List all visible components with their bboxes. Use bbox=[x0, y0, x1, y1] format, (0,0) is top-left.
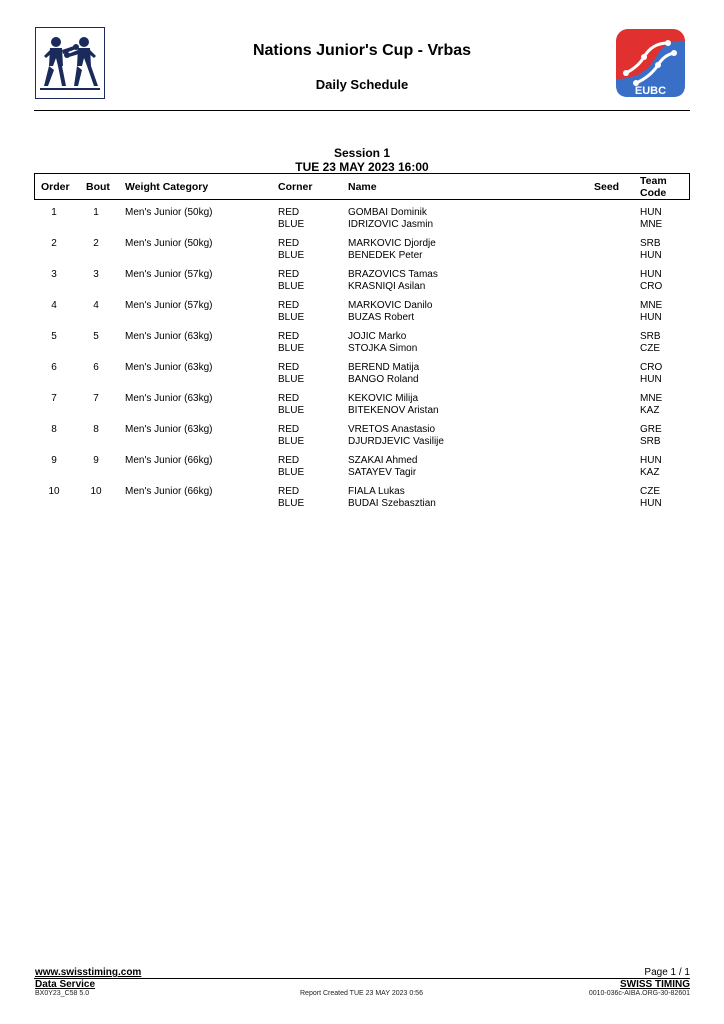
blue-boxer-name: BUDAI Szebasztian bbox=[348, 498, 436, 509]
bout-number: 1 bbox=[93, 207, 99, 218]
weight-category: Men's Junior (63kg) bbox=[125, 362, 213, 373]
blue-team-code: KAZ bbox=[640, 467, 660, 478]
red-corner-label: RED bbox=[278, 393, 300, 404]
col-weight: Weight Category bbox=[125, 181, 209, 193]
blue-boxer-name: DJURDJEVIC Vasilije bbox=[348, 436, 444, 447]
bout-number: 2 bbox=[93, 238, 99, 249]
blue-boxer-name: BENEDEK Peter bbox=[348, 250, 423, 261]
red-boxer-name: BEREND Matija bbox=[348, 362, 420, 373]
red-boxer-name: MARKOVIC Danilo bbox=[348, 300, 433, 311]
red-boxer-name: BRAZOVICS Tamas bbox=[348, 269, 438, 280]
weight-category: Men's Junior (66kg) bbox=[125, 486, 213, 497]
weight-category: Men's Junior (50kg) bbox=[125, 238, 213, 249]
bout-order: 1 bbox=[51, 207, 57, 218]
blue-corner-label: BLUE bbox=[278, 281, 305, 292]
red-corner-label: RED bbox=[278, 486, 300, 497]
col-team-line2: Code bbox=[640, 187, 667, 199]
red-boxer-name: SZAKAI Ahmed bbox=[348, 455, 418, 466]
footer-website[interactable]: www.swisstiming.com bbox=[35, 967, 142, 978]
red-boxer-name: GOMBAI Dominik bbox=[348, 207, 427, 218]
red-boxer-name: JOJIC Marko bbox=[348, 331, 407, 342]
red-corner-label: RED bbox=[278, 362, 300, 373]
red-team-code: MNE bbox=[640, 393, 663, 404]
weight-category: Men's Junior (57kg) bbox=[125, 269, 213, 280]
red-corner-label: RED bbox=[278, 331, 300, 342]
red-corner-label: RED bbox=[278, 300, 300, 311]
col-bout: Bout bbox=[86, 181, 110, 193]
bout-number: 6 bbox=[93, 362, 99, 373]
red-team-code: HUN bbox=[640, 207, 662, 218]
blue-boxer-name: SATAYEV Tagir bbox=[348, 467, 417, 478]
red-corner-label: RED bbox=[278, 207, 300, 218]
blue-corner-label: BLUE bbox=[278, 219, 305, 230]
bout-order: 8 bbox=[51, 424, 57, 435]
red-team-code: GRE bbox=[640, 424, 662, 435]
weight-category: Men's Junior (63kg) bbox=[125, 393, 213, 404]
red-boxer-name: FIALA Lukas bbox=[348, 486, 405, 497]
red-boxer-name: VRETOS Anastasio bbox=[348, 424, 436, 435]
blue-team-code: KAZ bbox=[640, 405, 660, 416]
col-team-line1: Team bbox=[640, 175, 667, 187]
blue-team-code: HUN bbox=[640, 374, 662, 385]
weight-category: Men's Junior (50kg) bbox=[125, 207, 213, 218]
blue-boxer-name: BUZAS Robert bbox=[348, 312, 415, 323]
col-name: Name bbox=[348, 181, 377, 193]
blue-boxer-name: STOJKA Simon bbox=[348, 343, 418, 354]
footer-report-created: Report Created TUE 23 MAY 2023 0:56 bbox=[300, 990, 423, 997]
blue-boxer-name: BITEKENOV Aristan bbox=[348, 405, 439, 416]
red-team-code: CRO bbox=[640, 362, 663, 373]
bout-number: 4 bbox=[93, 300, 99, 311]
blue-boxer-name: IDRIZOVIC Jasmin bbox=[348, 219, 434, 230]
bout-order: 7 bbox=[51, 393, 57, 404]
page-subtitle: Daily Schedule bbox=[315, 77, 409, 92]
red-boxer-name: MARKOVIC Djordje bbox=[348, 238, 436, 249]
footer-data-service: Data Service bbox=[35, 979, 96, 990]
red-team-code: CZE bbox=[640, 486, 660, 497]
footer-divider bbox=[34, 978, 690, 979]
blue-boxer-name: BANGO Roland bbox=[348, 374, 419, 385]
blue-team-code: HUN bbox=[640, 250, 662, 261]
red-corner-label: RED bbox=[278, 424, 300, 435]
bout-number: 9 bbox=[93, 455, 99, 466]
red-boxer-name: KEKOVIC Milija bbox=[348, 393, 419, 404]
blue-boxer-name: KRASNIQI Asilan bbox=[348, 281, 426, 292]
bout-order: 10 bbox=[48, 486, 60, 497]
blue-corner-label: BLUE bbox=[278, 405, 305, 416]
red-corner-label: RED bbox=[278, 269, 300, 280]
blue-corner-label: BLUE bbox=[278, 250, 305, 261]
footer-page: Page 1 / 1 bbox=[644, 967, 690, 978]
bout-number: 5 bbox=[93, 331, 99, 342]
blue-corner-label: BLUE bbox=[278, 467, 305, 478]
red-team-code: HUN bbox=[640, 269, 662, 280]
col-corner: Corner bbox=[278, 181, 313, 193]
header-divider bbox=[34, 110, 690, 111]
blue-team-code: CZE bbox=[640, 343, 660, 354]
red-team-code: SRB bbox=[640, 238, 661, 249]
col-order: Order bbox=[41, 181, 70, 193]
footer-doc-code: BX0Y23_C58 5.0 bbox=[35, 990, 90, 997]
eubc-logo-text: EUBC bbox=[634, 85, 667, 97]
bout-order: 5 bbox=[51, 331, 57, 342]
bout-number: 3 bbox=[93, 269, 99, 280]
bout-order: 4 bbox=[51, 300, 57, 311]
session-datetime: TUE 23 MAY 2023 16:00 bbox=[295, 160, 429, 174]
footer-brand: SWISS TIMING bbox=[620, 979, 690, 990]
red-team-code: SRB bbox=[640, 331, 661, 342]
blue-team-code: HUN bbox=[640, 312, 662, 323]
red-team-code: MNE bbox=[640, 300, 663, 311]
page-title: Nations Junior's Cup - Vrbas bbox=[252, 42, 472, 59]
blue-corner-label: BLUE bbox=[278, 343, 305, 354]
blue-corner-label: BLUE bbox=[278, 436, 305, 447]
weight-category: Men's Junior (63kg) bbox=[125, 331, 213, 342]
blue-team-code: CRO bbox=[640, 281, 663, 292]
session-name: Session 1 bbox=[333, 146, 391, 160]
blue-team-code: SRB bbox=[640, 436, 661, 447]
blue-team-code: HUN bbox=[640, 498, 662, 509]
footer-ref-code: 0010-036c-AIBA.ORG-30-82601 bbox=[588, 990, 690, 997]
red-corner-label: RED bbox=[278, 455, 300, 466]
weight-category: Men's Junior (63kg) bbox=[125, 424, 213, 435]
weight-category: Men's Junior (66kg) bbox=[125, 455, 213, 466]
blue-corner-label: BLUE bbox=[278, 374, 305, 385]
bout-number: 8 bbox=[93, 424, 99, 435]
bout-order: 2 bbox=[51, 238, 57, 249]
bout-number: 7 bbox=[93, 393, 99, 404]
bout-order: 3 bbox=[51, 269, 57, 280]
weight-category: Men's Junior (57kg) bbox=[125, 300, 213, 311]
blue-corner-label: BLUE bbox=[278, 312, 305, 323]
bout-order: 9 bbox=[51, 455, 57, 466]
bout-number: 10 bbox=[90, 486, 102, 497]
col-seed: Seed bbox=[594, 181, 620, 193]
red-corner-label: RED bbox=[278, 238, 300, 249]
blue-team-code: MNE bbox=[640, 219, 663, 230]
blue-corner-label: BLUE bbox=[278, 498, 305, 509]
red-team-code: HUN bbox=[640, 455, 662, 466]
bout-order: 6 bbox=[51, 362, 57, 373]
